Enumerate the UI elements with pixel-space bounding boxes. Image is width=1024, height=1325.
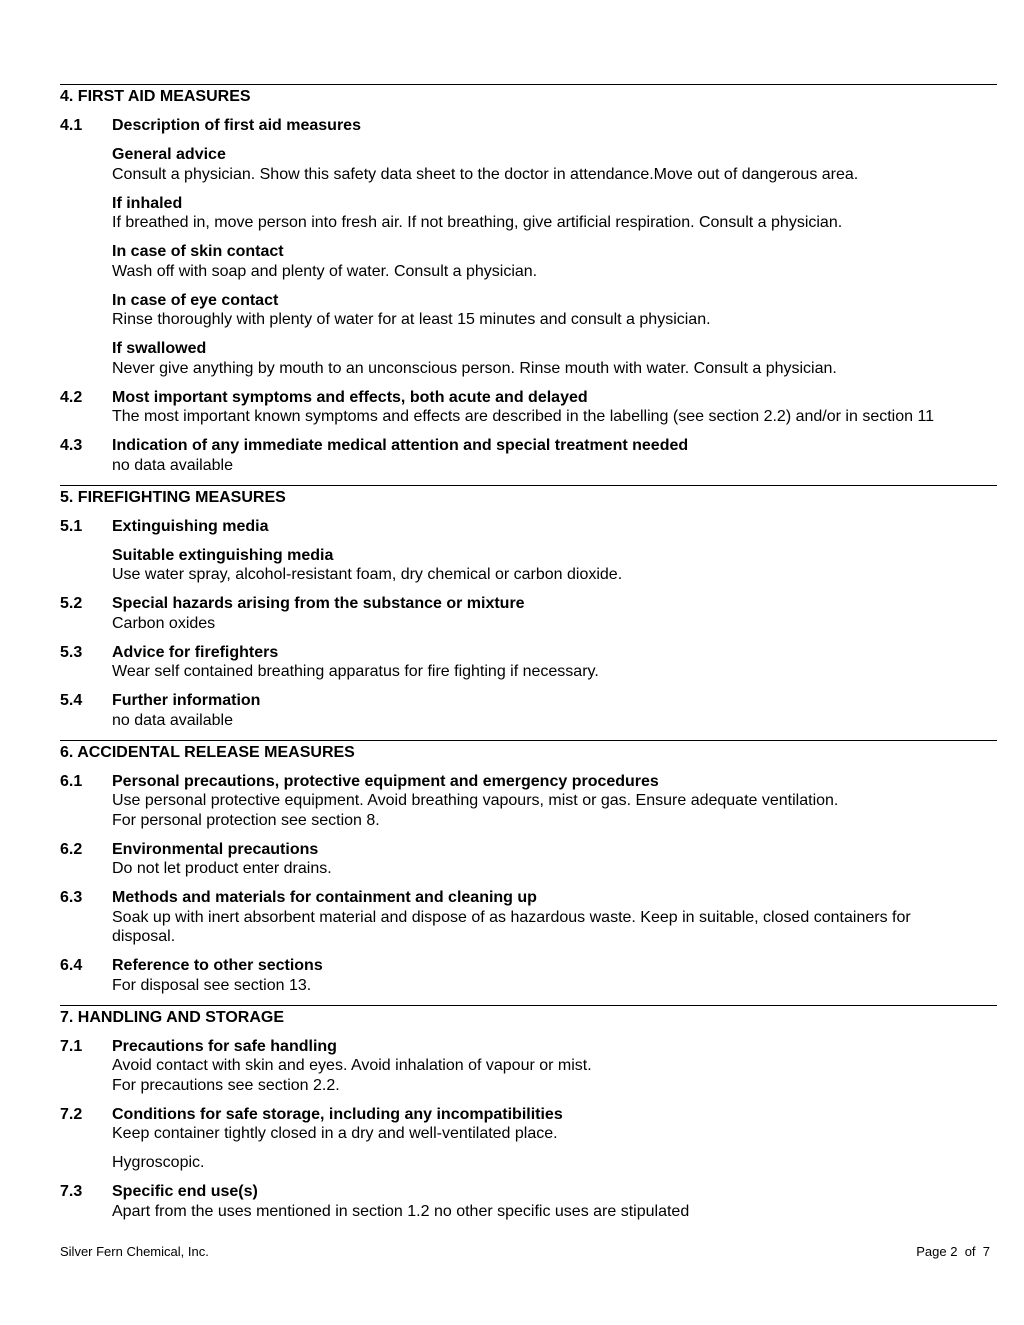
subsection [60, 388, 997, 427]
subsection-title: Indication of any immediate medical attention and special treatment needed [112, 437, 689, 454]
subsection-text: Soak up with inert absorbent material and dispose of as hazardous waste. Keep in suitable, closed containers for [112, 908, 911, 926]
subsection-title: Precautions for safe handling [112, 1037, 337, 1055]
info-block-text: Hygroscopic. [112, 1154, 205, 1171]
subsection [60, 1105, 997, 1173]
subsection-title: Description of first aid measures [112, 117, 361, 134]
info-block [112, 291, 997, 330]
subsection-number: 5.1 [60, 517, 83, 535]
subsection-number: 7.2 [60, 1105, 83, 1123]
section-heading: 6. ACCIDENTAL RELEASE MEASURES [60, 740, 997, 762]
subsection-title: Most important symptoms and effects, both acute and delayed [112, 388, 588, 406]
subsection [60, 1182, 997, 1221]
subsection-body [112, 691, 997, 730]
subsection-title: Personal precautions, protective equipment and emergency procedures [112, 772, 659, 790]
subsection-text: Avoid contact with skin and eyes. Avoid inhalation of vapour or mist. [112, 1057, 592, 1074]
section [60, 740, 997, 996]
subsection [60, 956, 997, 995]
subsection-text: Wear self contained breathing apparatus for fire fighting if necessary. [112, 663, 599, 680]
subsection [60, 888, 997, 947]
subsection-text: no data available [112, 711, 233, 729]
subsection-body [112, 517, 997, 585]
subsection-body [112, 643, 997, 682]
subsection-title: Methods and materials for containment and cleaning up [112, 889, 537, 906]
subsection-number: 7.3 [60, 1183, 83, 1200]
subsection-body [112, 436, 997, 475]
subsection-text: no data available [112, 456, 233, 474]
subsection-number: 4.3 [60, 437, 83, 454]
subsection-text: For personal protection see section 8. [112, 811, 380, 829]
info-block-title: If swallowed [112, 340, 207, 357]
info-block-text: Never give anything by mouth to an unconscious person. Rinse mouth with water. Consult a physician. [112, 359, 837, 377]
info-block [112, 145, 997, 184]
section [60, 1005, 997, 1222]
subsection [60, 436, 997, 475]
subsection [60, 517, 997, 585]
subsection-body [112, 1105, 997, 1173]
subsection-number: 5.2 [60, 595, 83, 612]
section [60, 84, 997, 475]
subsection-title: Environmental precautions [112, 840, 319, 858]
subsection-body [112, 1182, 997, 1221]
subsection-body [112, 840, 997, 879]
info-block [112, 194, 997, 233]
subsection-body [112, 772, 997, 831]
section-heading: 7. HANDLING AND STORAGE [60, 1005, 997, 1027]
subsection-title: Specific end use(s) [112, 1183, 258, 1200]
info-block [112, 546, 997, 585]
subsection-text: Apart from the uses mentioned in section 1.2 no other specific uses are stipulated [112, 1202, 690, 1220]
subsection-number: 6.3 [60, 889, 83, 906]
info-block [112, 242, 997, 281]
subsection-title: Further information [112, 692, 261, 709]
subsection [60, 116, 997, 378]
section-heading: 5. FIREFIGHTING MEASURES [60, 485, 997, 507]
subsection-text: Keep container tightly closed in a dry and well-ventilated place. [112, 1125, 558, 1142]
info-block-text: If breathed in, move person into fresh air. If not breathing, give artificial respiration. Consult a physician. [112, 214, 843, 231]
sds-document [60, 84, 997, 1231]
info-block-title: If inhaled [112, 194, 183, 212]
info-block-title: General advice [112, 146, 226, 163]
subsection-number: 5.3 [60, 643, 83, 661]
subsection-text: disposal. [112, 928, 176, 945]
info-block-text: Rinse thoroughly with plenty of water for at least 15 minutes and consult a physician. [112, 311, 711, 328]
subsection-body [112, 1037, 997, 1096]
subsection-title: Extinguishing media [112, 517, 269, 535]
subsection-text: The most important known symptoms and effects are described in the labelling (see section 2.2) and/or in section 11 [112, 408, 935, 425]
subsection-title: Special hazards arising from the substance or mixture [112, 595, 525, 612]
subsection-number: 6.4 [60, 957, 83, 974]
footer-company: Silver Fern Chemical, Inc. [60, 1244, 209, 1259]
subsection-body [112, 388, 997, 427]
footer-page-number: Page 2 of 7 [916, 1244, 990, 1259]
subsection-number: 4.2 [60, 388, 83, 406]
subsection-title: Reference to other sections [112, 957, 323, 974]
info-block-title: In case of skin contact [112, 243, 284, 260]
subsection-body [112, 888, 997, 947]
info-block [112, 1153, 997, 1173]
subsection-text: For disposal see section 13. [112, 976, 312, 994]
subsection [60, 840, 997, 879]
info-block-text: Consult a physician. Show this safety data sheet to the doctor in attendance.Move out of dangerous area. [112, 165, 859, 183]
subsection-number: 5.4 [60, 692, 83, 709]
section-heading: 4. FIRST AID MEASURES [60, 84, 997, 106]
subsection-number: 4.1 [60, 117, 83, 134]
info-block-title: Suitable extinguishing media [112, 546, 334, 564]
info-block-text: Wash off with soap and plenty of water. Consult a physician. [112, 262, 538, 280]
subsection-number: 6.1 [60, 772, 83, 790]
subsection-text: For precautions see section 2.2. [112, 1076, 340, 1094]
info-block-title: In case of eye contact [112, 291, 279, 309]
subsection-text: Use personal protective equipment. Avoid breathing vapours, mist or gas. Ensure adequate ventilation. [112, 792, 839, 809]
subsection [60, 594, 997, 633]
subsection-text: Carbon oxides [112, 614, 216, 632]
subsection-number: 6.2 [60, 840, 83, 858]
subsection-text: Do not let product enter drains. [112, 860, 332, 877]
subsection-body [112, 116, 997, 378]
subsection-body [112, 594, 997, 633]
subsection-number: 7.1 [60, 1037, 83, 1055]
section [60, 485, 997, 731]
subsection-body [112, 956, 997, 995]
subsection-title: Conditions for safe storage, including any incompatibilities [112, 1105, 563, 1123]
info-block-text: Use water spray, alcohol-resistant foam, dry chemical or carbon dioxide. [112, 566, 623, 583]
subsection-title: Advice for firefighters [112, 643, 279, 661]
subsection [60, 691, 997, 730]
subsection [60, 643, 997, 682]
subsection [60, 772, 997, 831]
info-block [112, 339, 997, 378]
subsection [60, 1037, 997, 1096]
